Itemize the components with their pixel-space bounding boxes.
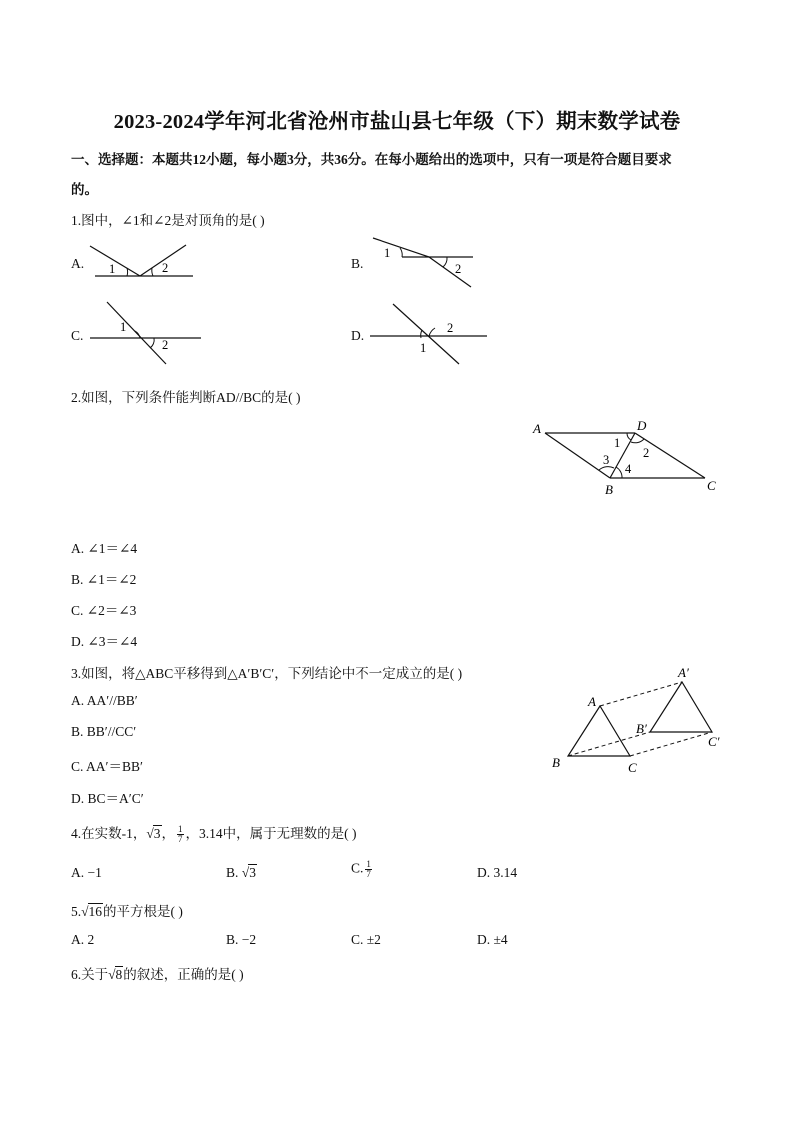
q5-option-c: C. ±2	[351, 932, 381, 947]
svg-text:1: 1	[120, 320, 127, 334]
section-header-line1: 一、选择题：本题共12小题，每小题3分，共36分。在每小题给出的选项中，只有一项是符合题目要求	[71, 152, 672, 167]
q2-label-D: D	[637, 418, 647, 433]
question-2-stem: 2.如图，下列条件能判断AD//BC的是( )	[71, 390, 301, 405]
q3-label-A: A	[588, 694, 596, 709]
sqrt-symbol: √	[108, 967, 116, 982]
q1-option-a-label: A.	[71, 256, 85, 271]
q2-figure	[530, 415, 730, 500]
question-6-stem: 6.关于√8的叙述，正确的是( )	[71, 967, 244, 982]
q2-option-a: A. ∠1＝∠4	[71, 541, 138, 556]
q2-label-4: 4	[625, 462, 632, 476]
sqrt-symbol: √	[241, 865, 250, 880]
section-header-line2: 的。	[71, 182, 98, 197]
section-header	[71, 145, 731, 205]
question-1-stem: 1.图中，∠1和∠2是对顶角的是( )	[71, 213, 265, 228]
q2-option-c: C. ∠2＝∠3	[71, 603, 137, 618]
page-title: 2023-2024学年河北省沧州市盐山县七年级（下）期末数学试卷	[113, 111, 681, 133]
q1-figure-d	[367, 298, 492, 368]
q3-triangle-a-prime	[650, 682, 712, 732]
q4-option-d: D. 3.14	[477, 865, 518, 880]
q2-label-2: 2	[643, 446, 650, 460]
q1-option-b-label: B.	[351, 256, 364, 271]
q5-option-b: B. −2	[226, 932, 257, 947]
q3-option-b: B. BB′//CC′	[71, 724, 137, 739]
svg-text:2: 2	[162, 338, 169, 352]
q3-option-a: A. AA′//BB′	[71, 693, 138, 708]
q1-figure-a	[86, 240, 196, 282]
q2-label-B: B	[605, 482, 613, 497]
question-3-stem: 3.如图，将△ABC平移得到△A′B′C′，下列结论中不一定成立的是( )	[71, 666, 463, 681]
q2-label-C: C	[707, 478, 716, 493]
q2-label-1: 1	[614, 436, 621, 450]
q1-option-c-label: C.	[71, 328, 84, 343]
q5-radicand: 16	[88, 904, 103, 919]
q1-figure-c	[86, 298, 206, 368]
q1-figure-b	[367, 232, 477, 290]
sqrt-symbol: √	[146, 826, 154, 841]
q3-triangle-abc	[568, 706, 630, 756]
q2-label-3: 3	[603, 453, 610, 467]
q4-fraction: $\frac{1}{7}$	[178, 824, 183, 845]
q1a-label-1: 1	[109, 262, 116, 276]
svg-text:2: 2	[455, 262, 462, 276]
q1-option-d-label: D.	[351, 328, 365, 343]
q5-option-a: A. 2	[71, 932, 95, 947]
q3-figure	[548, 660, 728, 775]
q1a-label-2: 2	[162, 261, 169, 275]
q3-label-C: C	[628, 760, 637, 775]
q3-option-d: D. BC＝A′C′	[71, 791, 144, 806]
svg-text:1: 1	[384, 246, 391, 260]
question-4-stem: 4.在实数-1，√3， $\frac{1}{7}$ ，3.14中，属于无理数的是( )	[71, 824, 357, 845]
question-5-stem: 5.√16的平方根是( )	[71, 904, 183, 919]
q4-option-c: C. $\frac{1}{7}$	[351, 859, 371, 879]
q3-option-c: C. AA′＝BB′	[71, 759, 143, 774]
q4-option-a: A. −1	[71, 865, 102, 880]
sqrt-symbol: √	[81, 904, 89, 919]
q6-radicand: 8	[115, 967, 123, 982]
q5-option-d: D. ±4	[477, 932, 508, 947]
svg-text:1: 1	[420, 341, 427, 355]
q4-sqrt3-radicand: 3	[153, 826, 161, 841]
q4-option-b: B. √3	[226, 865, 256, 880]
q2-option-b: B. ∠1＝∠2	[71, 572, 137, 587]
q3-label-C-prime: C′	[708, 734, 720, 749]
q3-label-B-prime: B′	[636, 721, 647, 736]
q3-label-B: B	[552, 755, 560, 770]
q3-label-A-prime: A′	[678, 665, 689, 680]
svg-text:2: 2	[447, 321, 454, 335]
q2-option-d: D. ∠3＝∠4	[71, 634, 138, 649]
q2-label-A: A	[533, 421, 541, 436]
